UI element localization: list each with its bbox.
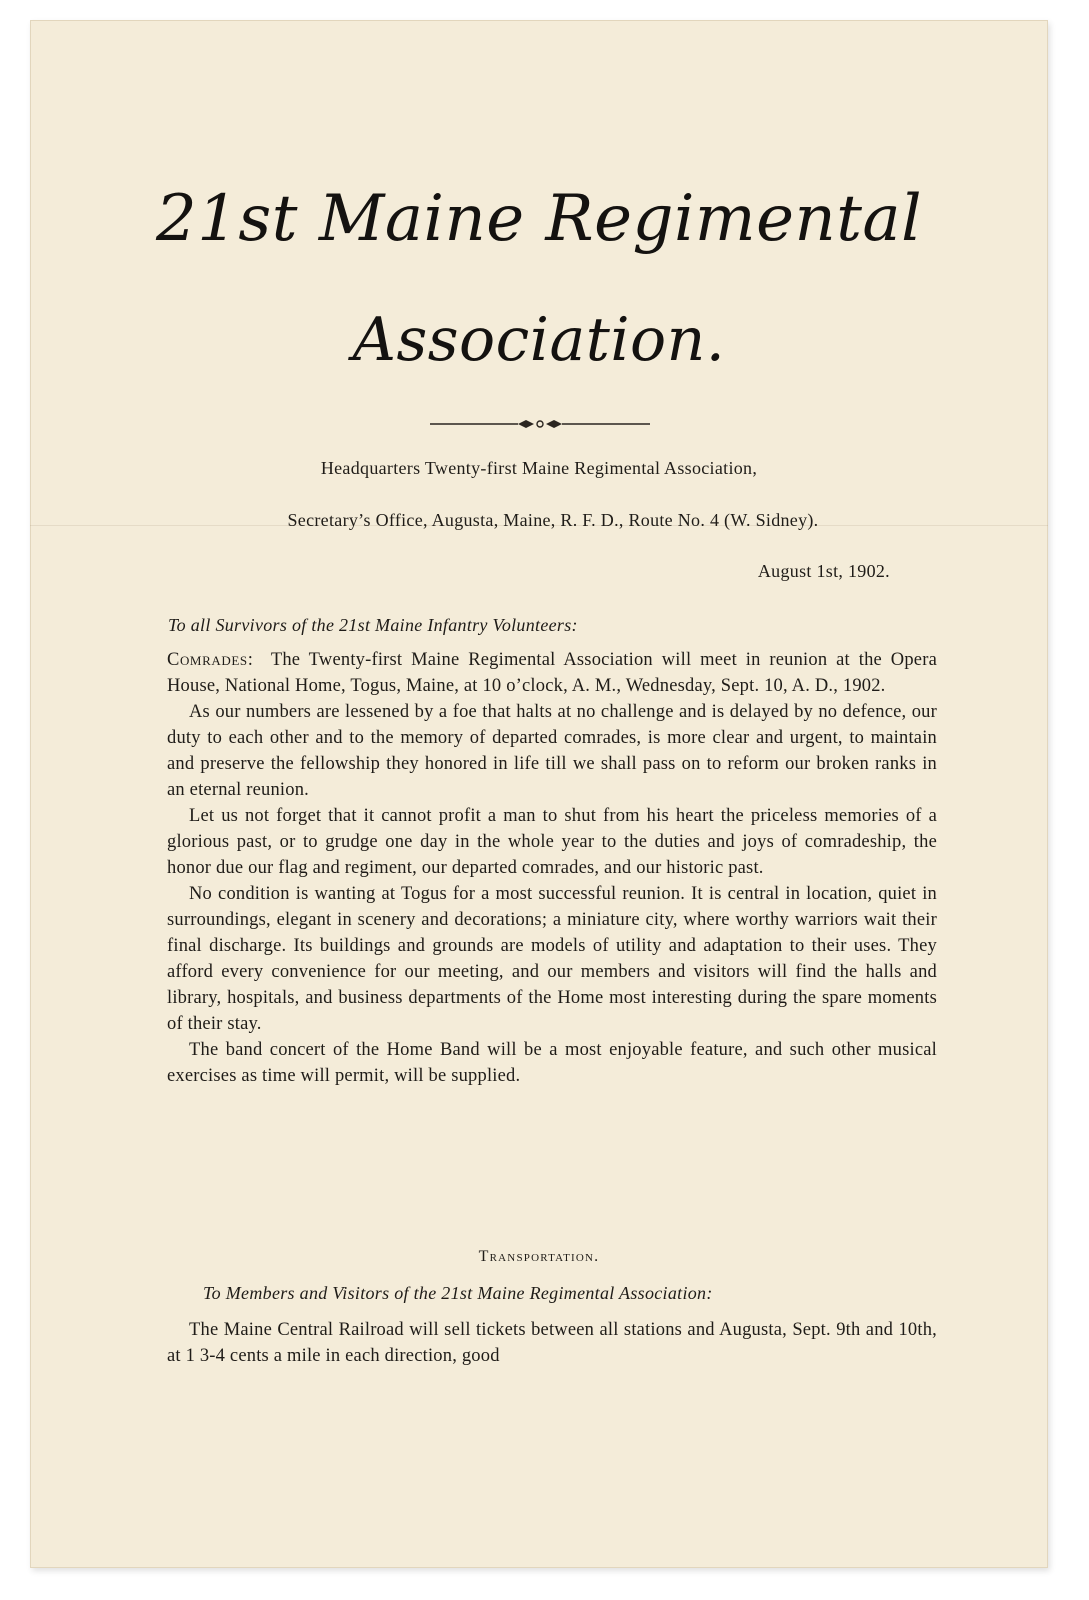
transportation-paragraph: The Maine Central Railroad will sell tickets between all stations and Augusta, Sept. 9th and 10th, at 1 3-4 cents a mile in each direction, good [167, 1320, 937, 1366]
transportation-body [167, 1317, 937, 1369]
salutation: To all Survivors of the 21st Maine Infantry Volunteers: [168, 615, 578, 635]
paragraph-2: As our numbers are lessened by a foe that halts at no challenge and is delayed by no defence, our duty to each other and to the memory of departed comrades, is more clear and urgent, to maintain and preserve the fellowship they honored in life till we shall pass on to reform our broken ranks in an eternal reunion. [167, 702, 937, 800]
paragraph-1-text: The Twenty-first Maine Regimental Association will meet in reunion at the Opera House, National Home, Togus, Maine, at 10 o’clock, A. M., Wednesday, Sept. 10, A. D., 1902. [167, 650, 937, 696]
title-line-1: 21st Maine Regimental [155, 182, 923, 256]
title-line-2: Association. [352, 305, 726, 375]
paragraph-5: The band concert of the Home Band will be a most enjoyable feature, and such other musical exercises as time will permit, will be supplied. [167, 1040, 937, 1086]
ornament-divider-icon [430, 417, 650, 431]
paragraph-3: Let us not forget that it cannot profit a man to shut from his heart the priceless memories of a glorious past, or to grudge one day in the whole year to the duties and joys of comradeship, the honor due our flag and regiment, our departed comrades, and our historic past. [167, 806, 937, 878]
letter-body [167, 647, 937, 1089]
paragraph-4: No condition is wanting at Togus for a most successful reunion. It is central in location, quiet in surroundings, elegant in scenery and decorations; a miniature city, where worthy warriors wait their final discharge. Its buildings and grounds are models of utility and adaptation to their uses. They afford every convenience for our meeting, and our members and visitors will find the halls and library, hospitals, and business departments of the Home most interesting during the spare moments of their stay. [167, 884, 937, 1034]
paragraph-1 [167, 647, 937, 699]
transportation-heading: Transportation. [478, 1248, 600, 1265]
comrades-label: Comrades: [167, 650, 254, 670]
headquarters-line: Headquarters Twenty-first Maine Regimental Association, [320, 458, 758, 478]
letter-page [30, 20, 1048, 1568]
office-line: Secretary’s Office, Augusta, Maine, R. F. D., Route No. 4 (W. Sidney). [287, 510, 819, 530]
transportation-salutation: To Members and Visitors of the 21st Maine Regimental Association: [203, 1283, 713, 1303]
date-line: August 1st, 1902. [757, 561, 890, 581]
